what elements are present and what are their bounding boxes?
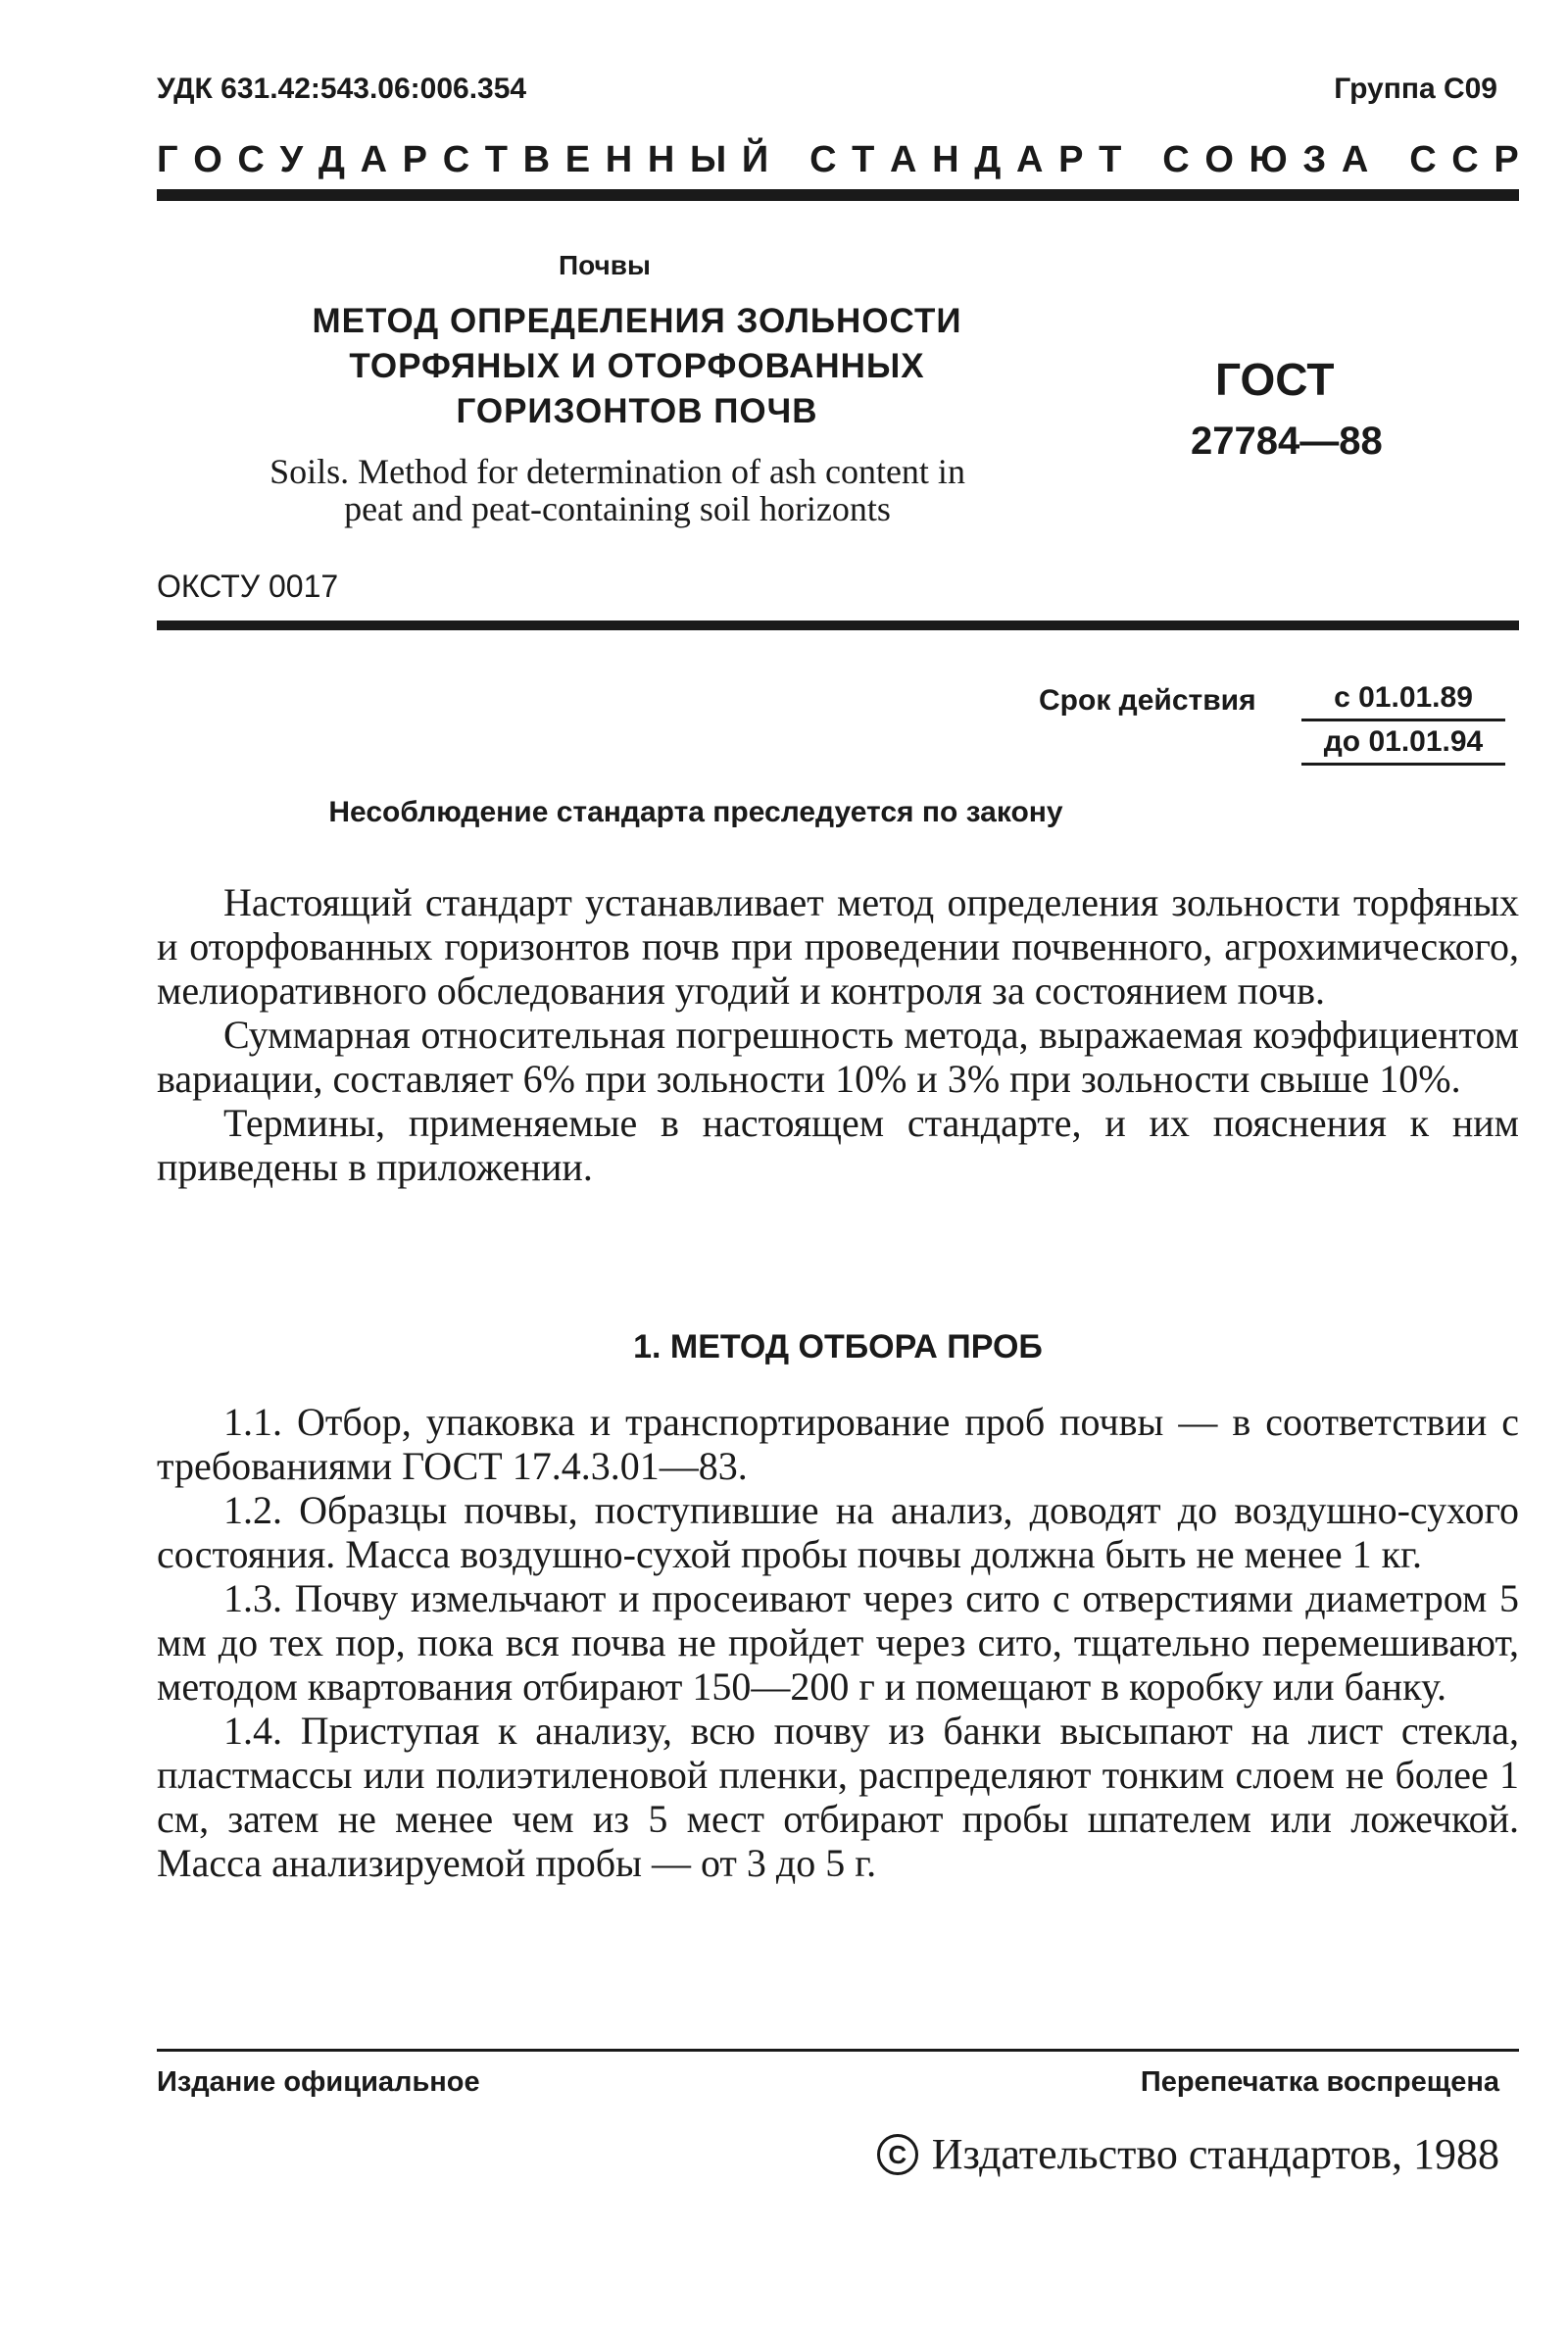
clause-1-2: 1.2. Образцы почвы, поступившие на анализ, доводят до воздушно-сухого состояния. Масса воздушно-сухой пробы почвы должна быть не менее 1 кг. [157,1488,1519,1576]
state-heading-letter: Ю [1249,139,1288,180]
footer-rule [157,2049,1519,2052]
state-heading-letter: Ы [690,139,727,180]
state-heading-letter: Й [741,139,769,180]
official-edition-label: Издание официальное [157,2066,480,2098]
state-heading-letter: Р [1058,139,1084,180]
header-rule [157,189,1519,201]
clause-1-1: 1.1. Отбор, упаковка и транспортирование проб почвы — в соответствии с требованиями ГОСТ 17.4.3.01—83. [157,1400,1519,1488]
copyright-text: Издательство стандартов, 1988 [931,2130,1499,2178]
state-heading-letter [1137,139,1148,181]
state-heading-letter: Д [974,139,1002,180]
state-heading-letter: Т [484,139,509,180]
state-heading-letter: А [360,139,388,180]
state-heading-letter: Н [605,139,633,180]
state-heading-letter: Т [852,139,875,180]
validity-label: Срок действия [1039,684,1256,717]
state-heading-letter: Г [157,139,178,180]
state-heading-letter: Н [647,139,675,180]
section-heading: 1. МЕТОД ОТБОРА ПРОБ [633,1328,1043,1365]
state-heading-letter: Н [932,139,959,180]
state-heading-letter: А [1016,139,1044,180]
intro-paragraph-1: Настоящий стандарт устанавливает метод определения зольности торфяных и оторфованных горизонтов почв при проведении почвенного, агрохимического, мелиоративного обследования угодий и контроля за состоянием почв. [157,880,1519,1013]
english-title-line-1: Soils. Method for determination of ash content in [270,452,965,491]
title-rule [157,620,1519,630]
state-heading-letter [784,139,795,181]
subject-label: Почвы [559,250,651,280]
state-heading-letter: В [522,139,551,180]
state-heading-letter: З [1302,139,1327,180]
state-standard-heading [157,139,1519,181]
state-heading-letter: А [890,139,917,180]
gost-number: 27784—88 [1191,420,1383,463]
state-heading-letter: С [442,139,470,180]
title-line-2: ТОРФЯНЫХ И ОТОРФОВАННЫХ [349,347,925,385]
udk-code: УДК 631.42:543.06:006.354 [157,73,527,105]
gost-label: ГОСТ [1215,354,1335,405]
english-title [176,453,1058,527]
copyright-line [877,2129,1499,2179]
state-heading-letter: С [809,139,837,180]
state-heading-letter: Д [318,139,345,180]
state-heading-letter: Е [564,139,591,180]
state-heading-letter: А [1341,139,1369,180]
section-1-text [157,1400,1519,1885]
title-line-3: ГОРИЗОНТОВ ПОЧВ [456,392,818,430]
reprint-prohibited-label: Перепечатка воспрещена [1140,2066,1499,2098]
state-heading-letter: Р [1494,139,1519,180]
valid-to-date: до 01.01.94 [1301,725,1505,766]
state-heading-letter: С [1409,139,1437,180]
state-heading-letter [1384,139,1395,181]
legal-warning: Несоблюдение стандарта преследуется по закону [328,796,1063,828]
state-heading-letter: О [193,139,222,180]
clause-1-3: 1.3. Почву измельчают и просеивают через сито с отверстиями диаметром 5 мм до тех пор, пока вся почва не пройдет через сито, тщательно перемешивают, методом квартования отбирают 150—200 г и помещают в коробку или банку. [157,1576,1519,1709]
okstu-code: ОКСТУ 0017 [157,569,339,604]
state-heading-letter: У [279,139,304,180]
group-code: Группа С09 [1334,73,1497,105]
copyright-icon: C [877,2134,918,2175]
valid-from-date: с 01.01.89 [1301,681,1505,721]
state-heading-letter: Р [402,139,428,180]
state-heading-letter: С [1162,139,1190,180]
english-title-line-2: peat and peat-containing soil horizonts [344,489,891,528]
state-heading-letter: С [237,139,265,180]
intro-paragraph-3: Термины, применяемые в настоящем стандарте, и их пояснения к ним приведены в приложении. [157,1101,1519,1189]
state-heading-letter: О [1204,139,1234,180]
document-title [235,299,1039,434]
intro-paragraph-2: Суммарная относительная погрешность метода, выражаемая коэффициентом вариации, составляет 6% при зольности 10% и 3% при зольности свыше 10%. [157,1013,1519,1101]
state-heading-letter: С [1451,139,1479,180]
intro-text [157,880,1519,1189]
title-line-1: МЕТОД ОПРЕДЕЛЕНИЯ ЗОЛЬНОСТИ [312,302,962,340]
state-heading-letter: Т [1099,139,1122,180]
clause-1-4: 1.4. Приступая к анализу, всю почву из банки высыпают на лист стекла, пластмассы или полиэтиленовой пленки, распределяют тонким слоем не более 1 см, затем не менее чем из 5 мест отбирают пробы шпателем или ложечкой. Масса анализируемой пробы — от 3 до 5 г. [157,1709,1519,1885]
